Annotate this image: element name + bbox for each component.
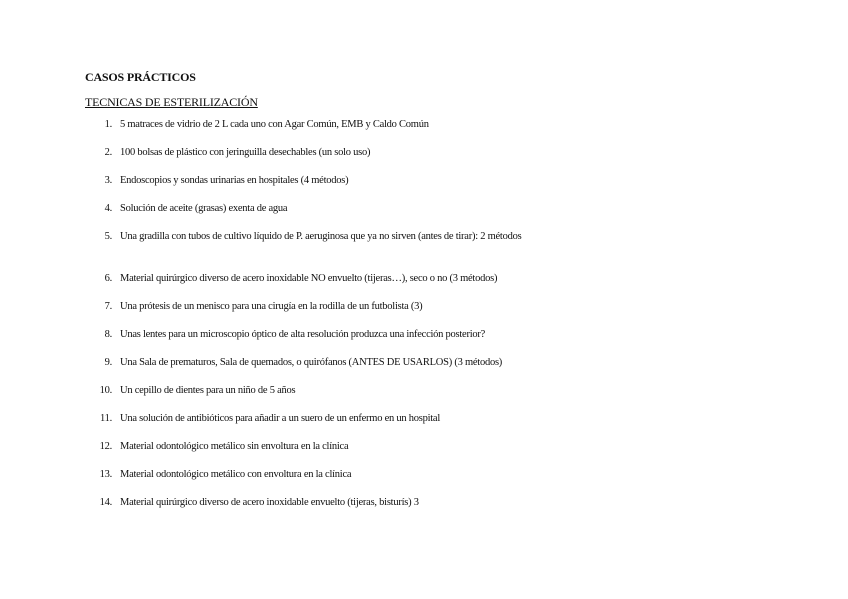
list-item-number: 6. xyxy=(104,273,112,284)
list-item-number: 3. xyxy=(104,175,112,186)
list-item-number: 5. xyxy=(104,231,112,242)
list-item-text: Una solución de antibióticos para añadir a un suero de un enfermo en un hospital xyxy=(120,413,440,424)
list-item-number: 9. xyxy=(104,357,112,368)
list-item-number: 10. xyxy=(99,385,112,396)
list-item-text: Solución de aceite (grasas) exenta de agua xyxy=(120,203,288,214)
list-item-number: 8. xyxy=(104,329,112,340)
list-item-text: Material quirúrgico diverso de acero inoxidable envuelto (tijeras, bisturís) 3 xyxy=(120,497,419,508)
list-item-number: 7. xyxy=(104,301,112,312)
list-item-number: 13. xyxy=(99,469,112,480)
list-item-number: 14. xyxy=(99,497,112,508)
page-title: CASOS PRÁCTICOS xyxy=(85,70,196,84)
list-item-text: Endoscopios y sondas urinarias en hospitales (4 métodos) xyxy=(120,175,349,186)
list-item-text: Material odontológico metálico con envoltura en la clínica xyxy=(120,469,352,480)
list-item-number: 2. xyxy=(104,147,112,158)
list-item-text: 5 matraces de vidrio de 2 L cada uno con Agar Común, EMB y Caldo Común xyxy=(120,119,429,130)
list-item-number: 11. xyxy=(100,413,112,424)
list-item-text: Material quirúrgico diverso de acero inoxidable NO envuelto (tijeras…), seco o no (3 métodos) xyxy=(120,273,498,284)
list-item-number: 12. xyxy=(99,441,112,452)
list-item-text: Un cepillo de dientes para un niño de 5 años xyxy=(120,385,296,396)
list-item-text: 100 bolsas de plástico con jeringuilla desechables (un solo uso) xyxy=(120,147,371,158)
section-subtitle: TECNICAS DE ESTERILIZACIÓN xyxy=(85,95,258,109)
list-item-text: Unas lentes para un microscopio óptico de alta resolución produzca una infección posterior? xyxy=(120,329,486,340)
list-item-text: Material odontológico metálico sin envoltura en la clínica xyxy=(120,441,349,452)
list-item-text: Una prótesis de un menisco para una cirugía en la rodilla de un futbolista (3) xyxy=(120,301,423,312)
list-item-number: 4. xyxy=(104,203,112,214)
list-item-text: Una Sala de prematuros, Sala de quemados, o quirófanos (ANTES DE USARLOS) (3 métodos) xyxy=(120,357,503,368)
list-item-text: Una gradilla con tubos de cultivo líquido de P. aeruginosa que ya no sirven (antes de tirar): 2 métodos xyxy=(120,231,522,242)
list-item-number: 1. xyxy=(104,119,112,130)
